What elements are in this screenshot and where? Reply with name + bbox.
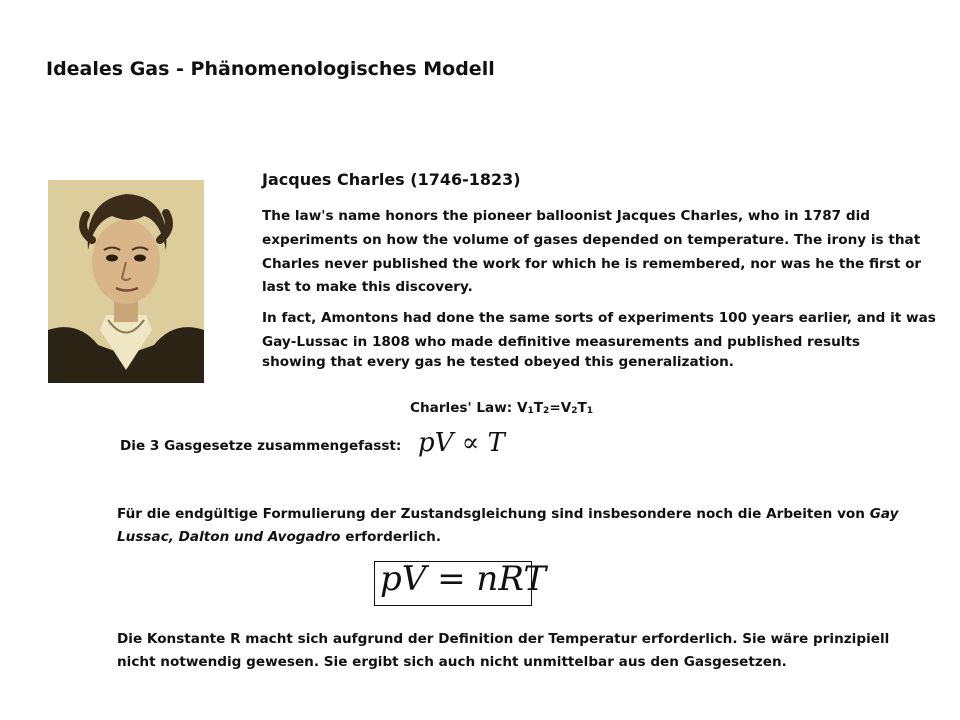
charles-law-label: Charles' Law: [410,400,517,416]
constant-note: Die Konstante R macht sich aufgrund der Definition der Temperatur erforderlich. Sie wäre prinzipiell nicht notwendig gewesen. Sie ergibt sich auch nicht unmittelbar aus den Gasgesetzen. [117,631,890,670]
paragraph-amontons-end: showing that every gas he tested obeyed this generalization. [262,354,734,370]
paragraph-charles-history: The law's name honors the pioneer balloonist Jacques Charles, who in 1787 did experiments on how the volume of gases depended on temperature. The irony is that Charles never published the work for which he is remembered, nor was he the first or last to make this discovery. [262,208,922,296]
person-heading: Jacques Charles (1746-1823) [262,170,521,189]
charles-law: Charles' Law: $V_1T_2=V_2T_1$ [410,400,594,416]
formulation-paragraph: Für die endgültige Formulierung der Zustandsgleichung sind insbesondere noch die Arbeiten von Gay Lussac, Dalton und Avogadro erforderlich. [117,506,899,545]
scientist-names: Gay Lussac, Dalton und Avogadro [117,506,899,545]
portrait-icon [48,180,204,383]
gas-laws-summary-label: Die 3 Gasgesetze zusammengefasst: [120,438,402,454]
paragraph-amontons: In fact, Amontons had done the same sorts of experiments 100 years earlier, and it was Gay-Lussac in 1808 who made definitive measurements and published results [262,310,936,350]
ideal-gas-equation: pV = nRT [380,559,546,599]
proportionality-formula: pV ∝ T [418,428,505,458]
page-title: Ideales Gas - Phänomenologisches Modell [46,58,495,80]
